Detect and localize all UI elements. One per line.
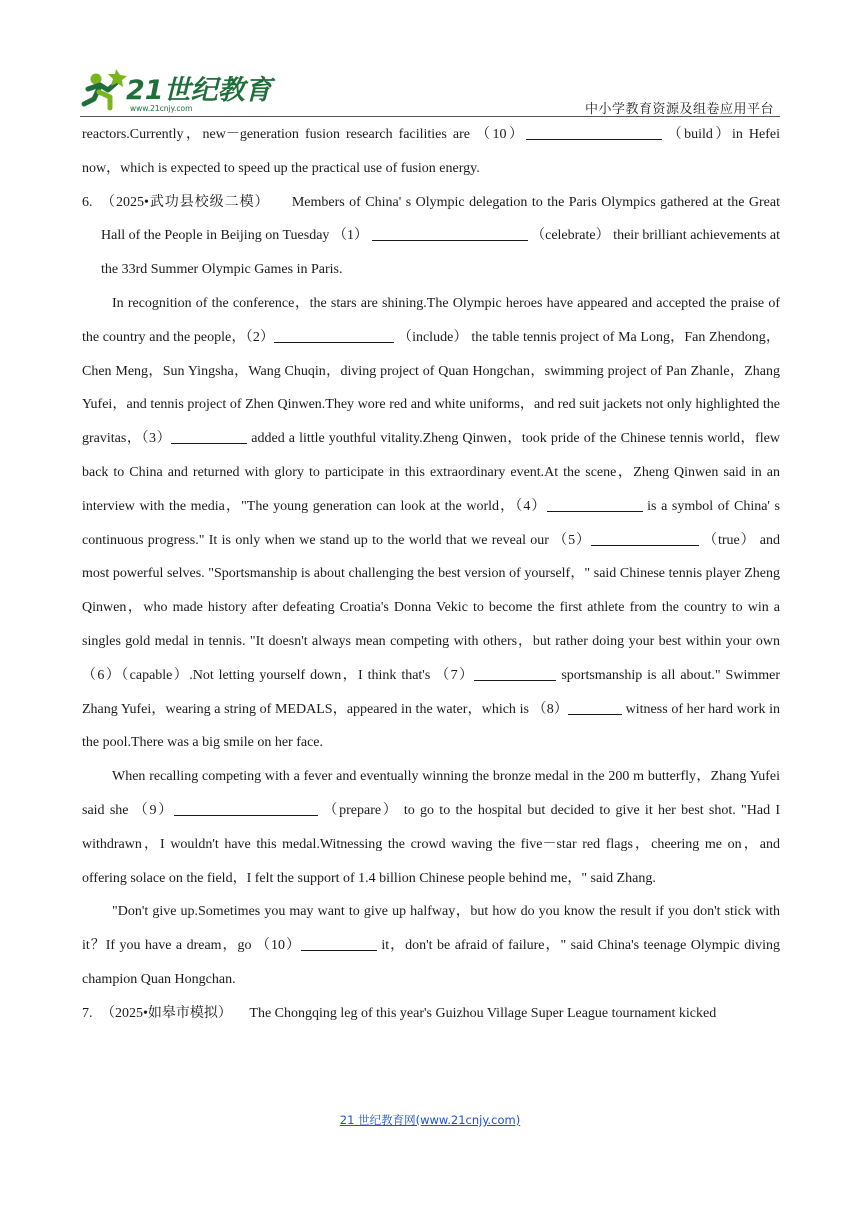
answer-blank-2[interactable] (274, 328, 394, 343)
answer-blank-1[interactable] (372, 226, 528, 241)
logo-wordmark: 21世纪教育 (126, 75, 272, 106)
answer-blank-10[interactable] (301, 936, 377, 951)
paragraph: When recalling competing with a fever and eventually winning the bronze medal in the 200 m butterfly，Zhang Yufei said she （9） （prepare） to go to the hospital but decided to give it her best shot. "Had I withdrawn，I wouldn't have this medal.Witnessing the crowd waving the five－star red flags，cheering me on，and offering solace on the field，I felt the support of 1.4 billion Chinese people behind me，" said Zhang. (82, 769, 781, 886)
answer-blank-9[interactable] (174, 801, 318, 816)
answer-blank-10[interactable] (526, 125, 662, 140)
answer-blank-3[interactable] (171, 429, 247, 444)
document-body (82, 118, 780, 1031)
question-number: 7. (82, 1005, 93, 1021)
runner-icon (84, 69, 127, 108)
question-7: 7. （2025•如皋市模拟） The Chongqing leg of this year's Guizhou Village Super League tournament kicked (82, 997, 780, 1031)
question-source: （2025•武功县校级二模） (101, 194, 270, 210)
answer-blank-4[interactable] (547, 497, 643, 512)
question-number: 6. (82, 194, 93, 210)
footer-link[interactable]: 21 世纪教育网(www.21cnjy.com) (339, 1113, 521, 1127)
page-footer (0, 1112, 860, 1128)
passage-5-tail: reactors.Currently，new－generation fusion research facilities are （10） （build）in Hefei now，which is expected to speed up the practical use of fusion energy. (82, 127, 780, 176)
question-source: （2025•如皋市模拟） (101, 1005, 232, 1021)
logo-url: www.21cnjy.com (130, 104, 193, 113)
21cnjy-logo[interactable] (80, 66, 272, 116)
paragraph: "Don't give up.Sometimes you may want to give up halfway，but how do you know the result if you don't stick with it？If you have a dream，go （10） it，don't be afraid of failure，" said China's teenage Olympic diving champion Quan Hongchan. (82, 904, 781, 987)
platform-title: 中小学教育资源及组卷应用平台 (584, 102, 774, 117)
answer-blank-7[interactable] (474, 666, 556, 681)
question-6: 6. （2025•武功县校级二模） Members of China' s Olympic delegation to the Paris Olympics gathered at the Great Hall of the People in Beijing on Tuesday （1） （celebrate） their brilliant achievements at the 33rd Summer Olympic Games in Paris. (82, 186, 780, 287)
answer-blank-8[interactable] (568, 700, 622, 715)
answer-blank-5[interactable] (591, 531, 699, 546)
paragraph: In recognition of the conference，the stars are shining.The Olympic heroes have appeared and accepted the praise of the country and the people，（2） （include） the table tennis project of Ma Long，Fan Zhendong，Chen Meng，Sun Yingsha，Wang Chuqin，diving project of Quan Hongchan，swimming project of Pan Zhanle，Zhang Yufei，and tennis project of Zhen Qinwen.They wore red and white uniforms，and red suit jackets not only highlighted the gravitas，（3） added a little youthful vitality.Zheng Qinwen，took pride of the Chinese tennis world，flew back to China and returned with glory to participate in this extraordinary event.At the scene，Zheng Qinwen said in an interview with the media，"The young generation can look at the world，（4） is a symbol of China' s continuous progress." It is only when we stand up to the world that we reveal our （5） （true） and most powerful selves. "Sportsmanship is about challenging the best version of yourself，" said Chinese tennis player Zheng Qinwen，who made history after defeating Croatia's Donna Vekic to become the first athlete from the country to win a singles gold medal in tennis. "It doesn't always mean competing with others，but rather doing your best within your own （6）（capable）.Not letting yourself down，I think that's （7） sportsmanship is all about." Swimmer Zhang Yufei，wearing a string of MEDALS，appeared in the water，which is （8） witness of her hard work in the pool.There was a big smile on her face. (82, 295, 781, 751)
page-header (80, 66, 780, 118)
header-divider (80, 116, 780, 117)
